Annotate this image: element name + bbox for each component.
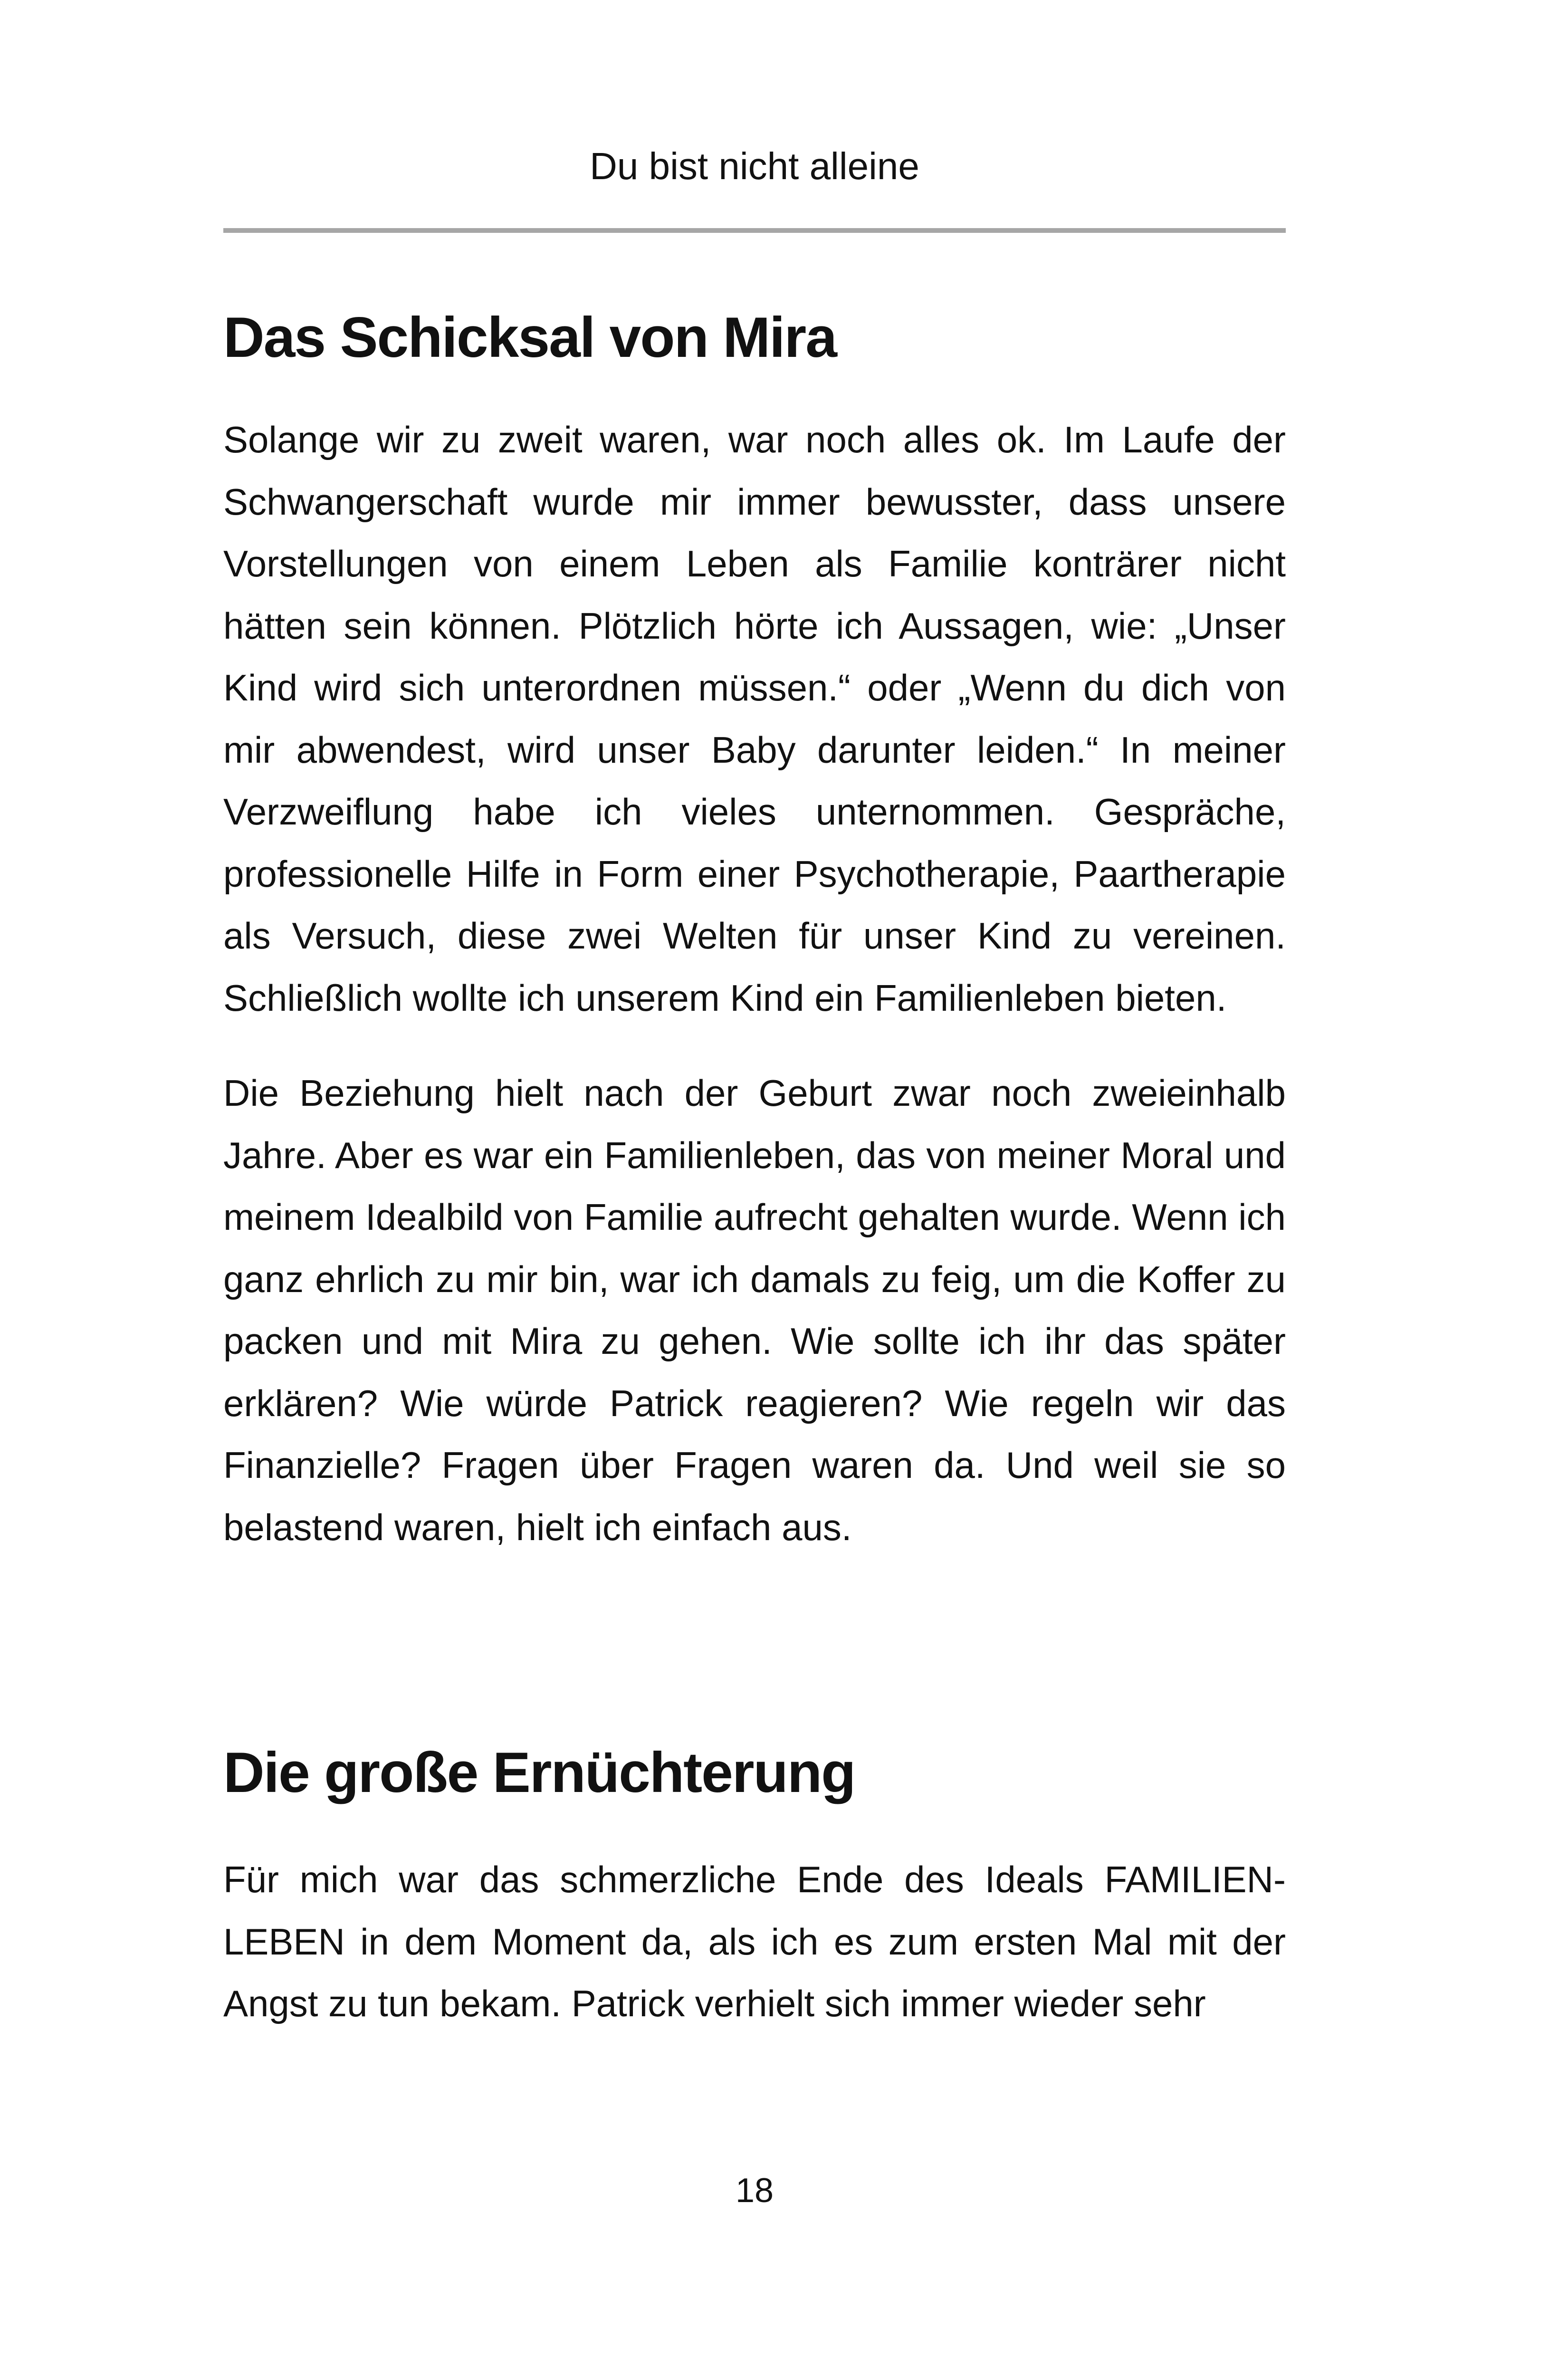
running-header: Du bist nicht alleine: [590, 145, 919, 187]
section-heading-1: Das Schicksal von Mira: [223, 306, 836, 369]
page-number: 18: [735, 2172, 774, 2210]
section-body-2: [223, 1849, 1286, 2068]
paragraph: Solange wir zu zweit waren, war noch alles ok. Im Laufe der Schwangerschaft wurde mir immer bewusster, dass unsere Vorstellungen von einem Leben als Familie konträrer nicht hätten sein können. Plötzlich hörte ich Aussagen, wie: „Unser Kind wird sich unterordnen müssen.“ oder „Wenn du dich von mir abwendest, wird unser Baby darunter leiden.“ In meiner Verzweiflung habe ich vieles unternommen. Gespräche, professionelle Hilfe in Form einer Psychotherapie, Paartherapie als Versuch, diese zwei Welten für unser Kind zu vereinen. Schließlich wollte ich unserem Kind ein Familienleben bieten.: [223, 419, 1286, 1019]
section-heading-2: Die große Ernüchterung: [223, 1741, 855, 1804]
book-page: [223, 0, 1286, 2376]
header-divider: [223, 228, 1286, 233]
section-body-1: [223, 409, 1286, 1591]
paragraph: Für mich war das schmerzliche Ende des Ideals FAMILIENLEBEN in dem Moment da, als ich es zum ersten Mal mit der Angst zu tun bekam. Patrick verhielt sich immer wieder sehr: [223, 1859, 1286, 2024]
paragraph: Die Beziehung hielt nach der Geburt zwar noch zweieinhalb Jahre. Aber es war ein Familienleben, das von meiner Moral und meinem Idealbild von Familie aufrecht gehalten wurde. Wenn ich ganz ehrlich zu mir bin, war ich damals zu feig, um die Koffer zu packen und mit Mira zu gehen. Wie sollte ich ihr das später erklären? Wie würde Patrick reagieren? Wie regeln wir das Finanzielle? Fragen über Fragen waren da. Und weil sie so belastend waren, hielt ich einfach aus.: [223, 1072, 1286, 1548]
